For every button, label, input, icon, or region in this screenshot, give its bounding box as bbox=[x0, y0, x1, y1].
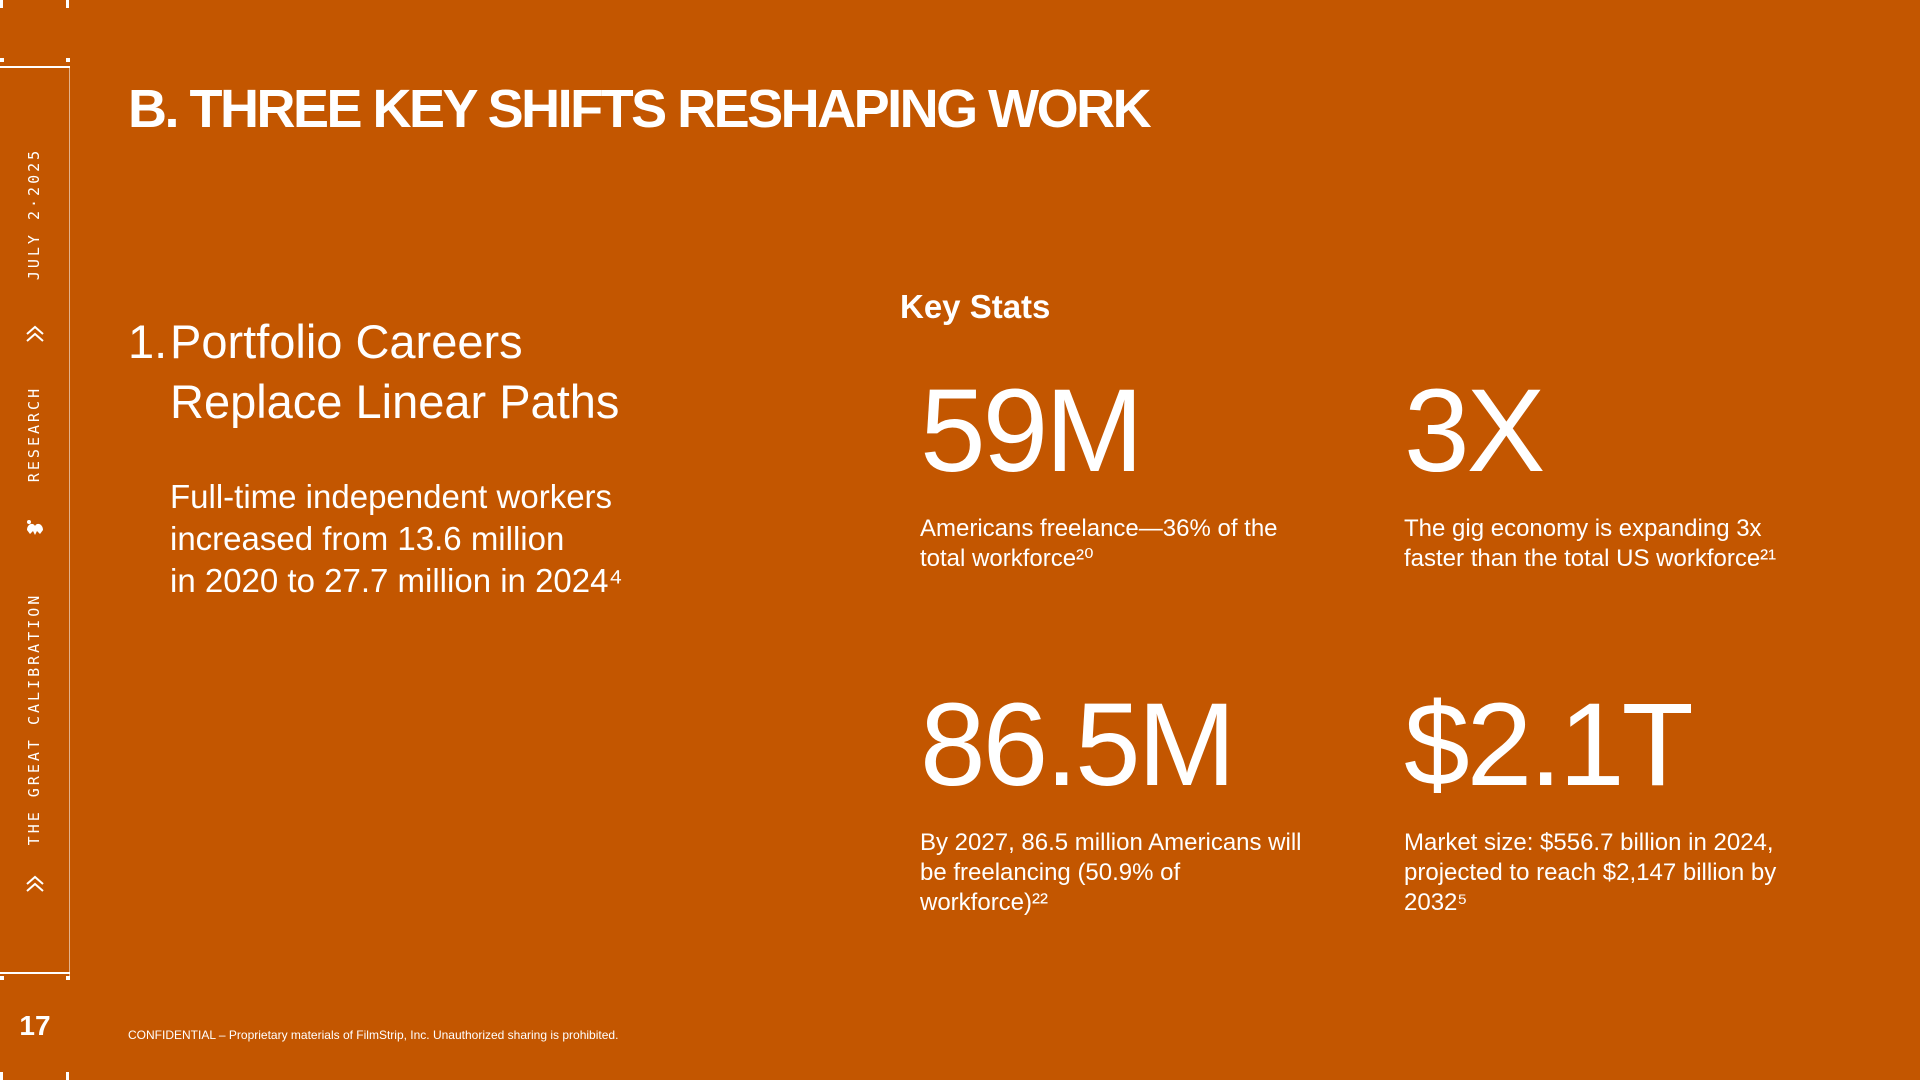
section-portfolio-careers bbox=[128, 312, 828, 602]
confidential-footer: CONFIDENTIAL – Proprietary materials of FilmStrip, Inc. Unauthorized sharing is prohibited. bbox=[128, 1028, 619, 1042]
rail-research-label: RESEARCH bbox=[25, 385, 43, 483]
rail-bottom-bracket bbox=[0, 972, 70, 982]
stat-market-size bbox=[1404, 679, 1824, 918]
stat-freelancers bbox=[920, 365, 1340, 574]
stat-description-line: workforce)²² bbox=[920, 889, 1049, 916]
stat-value: 59M bbox=[920, 365, 1141, 497]
rail-top-ticks bbox=[0, 0, 70, 8]
section-heading-line: Portfolio Careers bbox=[170, 315, 523, 368]
section-body-line: increased from 13.6 million bbox=[170, 520, 565, 557]
chevrons-up-icon bbox=[23, 872, 47, 896]
logo-mark-icon bbox=[23, 516, 47, 540]
stat-description-line: Market size: $556.7 billion in 2024, bbox=[1404, 829, 1774, 856]
rail-bottom-ticks bbox=[0, 1072, 70, 1080]
section-heading-line: Replace Linear Paths bbox=[170, 375, 620, 428]
section-body-line: Full-time independent workers bbox=[170, 478, 613, 515]
stat-description bbox=[1404, 828, 1824, 918]
page-number: 17 bbox=[19, 1010, 51, 1041]
stat-description bbox=[920, 514, 1340, 574]
stat-description-line: total workforce²⁰ bbox=[920, 545, 1094, 572]
stat-gig-growth bbox=[1404, 365, 1824, 574]
stat-value: $2.1T bbox=[1404, 679, 1691, 811]
slide-title: B. THREE KEY SHIFTS RESHAPING WORK bbox=[128, 79, 1150, 139]
stat-description bbox=[1404, 514, 1824, 574]
stat-description-line: projected to reach $2,147 billion by bbox=[1404, 859, 1777, 886]
stat-description-line: The gig economy is expanding 3x bbox=[1404, 515, 1762, 542]
stat-description-line: faster than the total US workforce²¹ bbox=[1404, 545, 1777, 572]
rail-top-bracket bbox=[0, 58, 70, 68]
rail-report-title: THE GREAT CALIBRATION bbox=[25, 592, 43, 846]
section-heading bbox=[128, 312, 828, 432]
rail-date: JULY 2·2025 bbox=[25, 147, 43, 281]
chevrons-up-icon bbox=[23, 322, 47, 346]
stat-description-line: By 2027, 86.5 million Americans will bbox=[920, 829, 1302, 856]
stat-value: 3X bbox=[1404, 365, 1543, 497]
stat-description-line: Americans freelance—36% of the bbox=[920, 515, 1278, 542]
section-heading-lines bbox=[170, 312, 619, 432]
key-stats-heading: Key Stats bbox=[900, 288, 1051, 325]
stat-description bbox=[920, 828, 1340, 918]
section-number: 1. bbox=[128, 315, 168, 368]
stat-description-line: 2032⁵ bbox=[1404, 889, 1468, 916]
section-body bbox=[170, 476, 828, 602]
stat-value: 86.5M bbox=[920, 679, 1233, 811]
section-body-line: in 2020 to 27.7 million in 2024⁴ bbox=[170, 562, 623, 599]
stat-description-line: be freelancing (50.9% of bbox=[920, 859, 1181, 886]
rail-divider bbox=[69, 68, 70, 976]
stat-freelancers-2027 bbox=[920, 679, 1340, 918]
side-rail bbox=[0, 0, 70, 1080]
